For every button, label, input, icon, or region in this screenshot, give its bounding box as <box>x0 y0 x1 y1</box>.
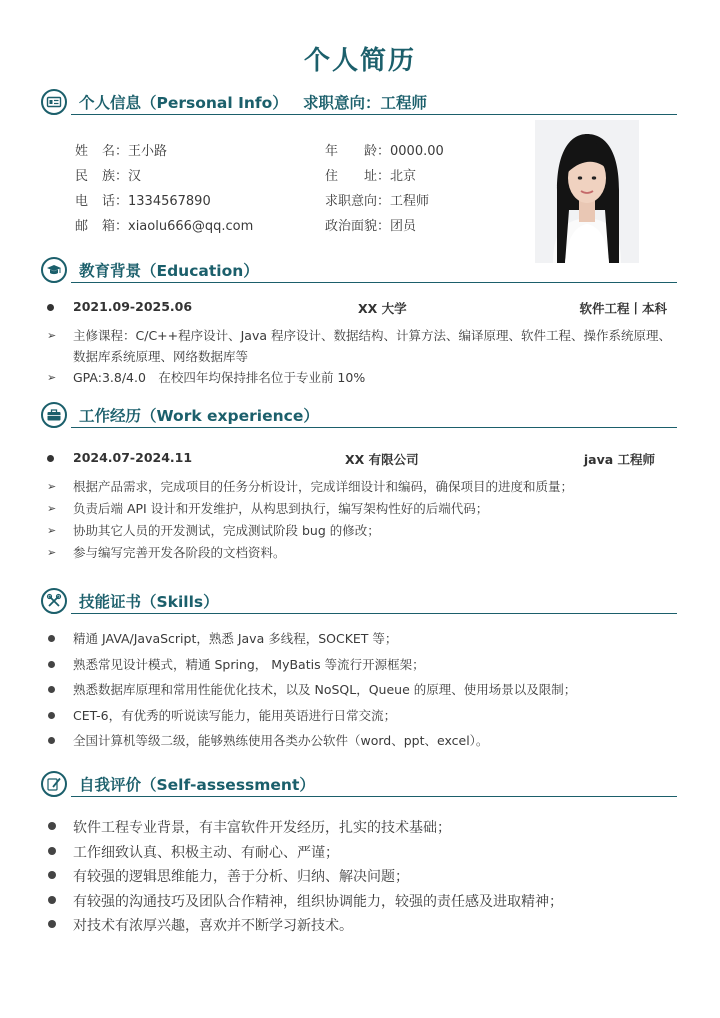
profile-photo <box>535 120 639 263</box>
info-name: 姓 名：王小路 <box>75 144 168 159</box>
job-intent-title: 求职意向：工程师 <box>303 94 428 112</box>
section-divider <box>71 114 677 115</box>
id-card-icon <box>41 89 67 115</box>
arrow-bullet-icon: ➢ <box>47 480 57 493</box>
briefcase-icon <box>41 402 67 428</box>
education-period: 2021.09-2025.06 <box>73 299 193 314</box>
list-item: 对技术有浓厚兴趣，喜欢并不断学习新技术。 <box>47 915 677 940</box>
info-job-intent: 求职意向：工程师 <box>325 194 430 209</box>
list-item: ➢ 负责后端 API 设计和开发维护，从构思到执行，编写架构性好的后端代码； <box>47 498 677 520</box>
bullet-dot <box>48 920 56 928</box>
section-divider <box>71 796 677 797</box>
list-item: 软件工程专业背景，有丰富软件开发经历，扎实的技术基础； <box>47 817 677 842</box>
tools-icon <box>41 588 67 614</box>
arrow-bullet-icon: ➢ <box>47 329 57 342</box>
work-entry <box>47 450 667 468</box>
arrow-bullet-icon: ➢ <box>47 502 57 515</box>
bullet-dot <box>48 896 56 904</box>
list-item: ➢ 主修课程：C/C++程序设计、Java 程序设计、数据结构、计算方法、编译原理、软件工程、操作系统原理、数据库系统原理、网络数据库等 <box>47 325 677 367</box>
bullet-dot <box>48 737 55 744</box>
section-work-header <box>41 402 677 432</box>
list-item: 工作细致认真、积极主动、有耐心、严谨； <box>47 842 677 867</box>
info-age: 年 龄：0000.00 <box>325 144 444 159</box>
info-political-status: 政治面貌：团员 <box>325 219 417 234</box>
list-item: CET-6，有优秀的听说读写能力，能用英语进行日常交流； <box>47 706 677 732</box>
list-item: 精通 JAVA/JavaScript，熟悉 Java 多线程，SOCKET 等； <box>47 629 677 655</box>
info-email: 邮 箱：xiaolu666@qq.com <box>75 219 254 234</box>
bullet-dot <box>47 455 54 462</box>
section-skills-header <box>41 588 677 618</box>
info-address: 住 址：北京 <box>325 169 417 184</box>
list-item: ➢ GPA:3.8/4.0 在校四年均保持排名位于专业前 10% <box>47 367 677 388</box>
bullet-dot <box>47 304 54 311</box>
section-education-header <box>41 257 677 287</box>
work-period: 2024.07-2024.11 <box>73 450 193 465</box>
list-item: ➢ 根据产品需求，完成项目的任务分析设计，完成详细设计和编码，确保项目的进度和质量； <box>47 476 677 498</box>
list-item: 熟悉常见设计模式，精通 Spring， MyBatis 等流行开源框架； <box>47 655 677 681</box>
bullet-dot <box>48 712 55 719</box>
bullet-dot <box>48 847 56 855</box>
list-item: ➢ 协助其它人员的开发测试，完成测试阶段 bug 的修改； <box>47 520 677 542</box>
arrow-bullet-icon: ➢ <box>47 546 57 559</box>
section-work-title: 工作经历（Work experience） <box>79 407 319 425</box>
info-ethnicity: 民 族：汉 <box>75 169 142 184</box>
section-divider <box>71 613 677 614</box>
work-details <box>47 476 677 564</box>
arrow-bullet-icon: ➢ <box>47 524 57 537</box>
skills-list <box>47 629 677 757</box>
education-entry <box>47 299 667 317</box>
list-item: 熟悉数据库原理和常用性能优化技术，以及 NoSQL，Queue 的原理、使用场景以及限制； <box>47 680 677 706</box>
education-major: 软件工程丨本科 <box>579 301 667 316</box>
resume-title: 个人简历 <box>303 46 416 76</box>
bullet-dot <box>48 871 56 879</box>
bullet-dot <box>48 686 55 693</box>
section-self-header <box>41 771 677 801</box>
education-school: XX 大学 <box>358 301 407 316</box>
list-item: 有较强的逻辑思维能力，善于分析、归纳、解决问题； <box>47 866 677 891</box>
education-details <box>47 325 677 388</box>
section-divider <box>71 427 677 428</box>
self-assessment-list <box>47 817 677 940</box>
work-role: java 工程师 <box>583 452 655 467</box>
bullet-dot <box>48 635 55 642</box>
list-item: ➢ 参与编写完善开发各阶段的文档资料。 <box>47 542 677 564</box>
section-skills-title: 技能证书（Skills） <box>79 593 219 611</box>
list-item: 全国计算机等级二级，能够熟练使用各类办公软件（word、ppt、excel）。 <box>47 731 677 757</box>
info-phone: 电 话：1334567890 <box>75 194 211 209</box>
section-personal-header <box>41 89 677 119</box>
section-personal-title: 个人信息（Personal Info） <box>79 94 288 112</box>
bullet-dot <box>48 822 56 830</box>
list-item: 有较强的沟通技巧及团队合作精神，组织协调能力，较强的责任感及进取精神； <box>47 891 677 916</box>
bullet-dot <box>48 661 55 668</box>
graduation-cap-icon <box>41 257 67 283</box>
section-self-title: 自我评价（Self-assessment） <box>79 776 315 794</box>
work-company: XX 有限公司 <box>345 452 419 467</box>
section-education-title: 教育背景（Education） <box>79 262 259 280</box>
pencil-note-icon <box>41 771 67 797</box>
section-divider <box>71 282 677 283</box>
arrow-bullet-icon: ➢ <box>47 371 57 384</box>
